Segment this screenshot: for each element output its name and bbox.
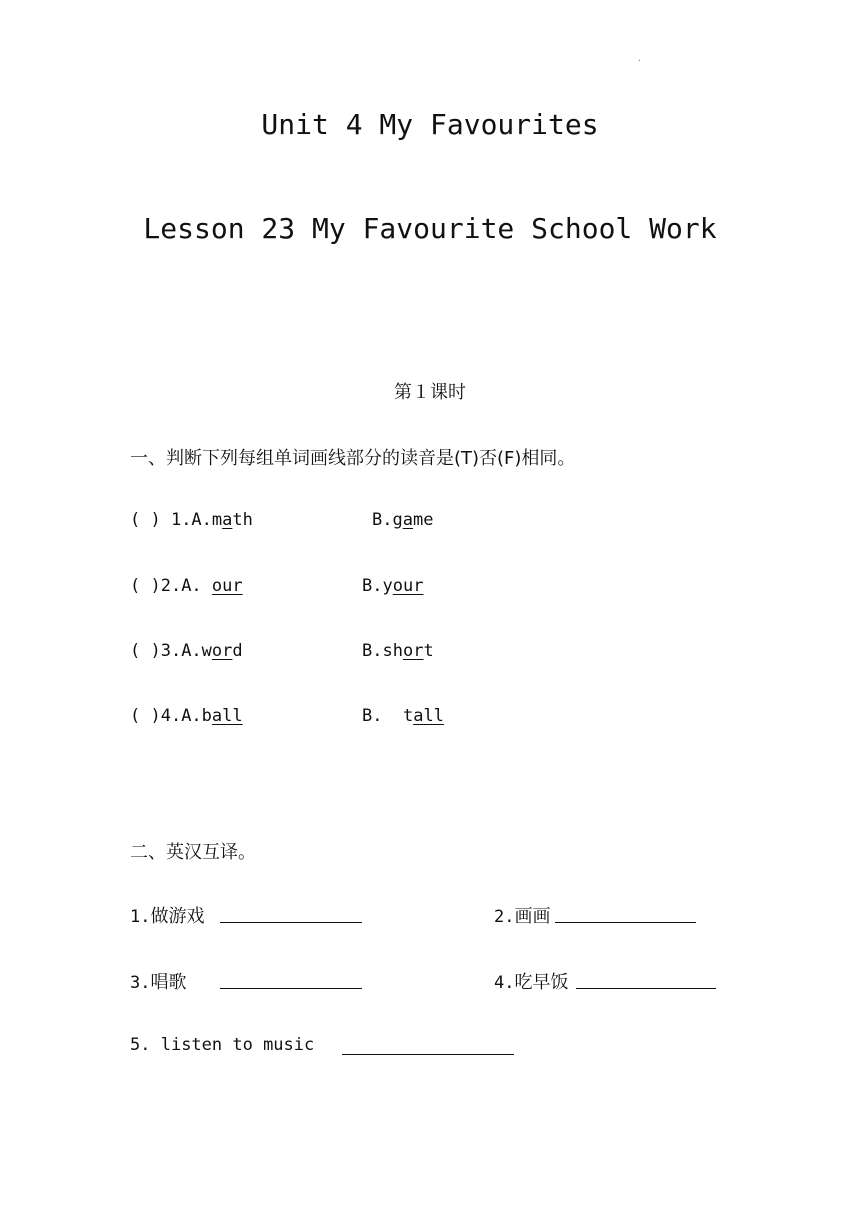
answer-blank[interactable] — [220, 970, 362, 989]
underlined-part: or — [402, 641, 424, 661]
underlined-part: all — [211, 706, 243, 726]
answer-paren[interactable]: ( ) — [130, 576, 161, 596]
option-a-label: 3.A. — [160, 641, 202, 661]
question-1-option-b — [372, 510, 433, 530]
question-2-option-b — [362, 576, 423, 596]
session-label: 第１课时 — [394, 382, 466, 403]
section2-heading: 二、英汉互译。 — [130, 842, 256, 863]
word-part: b — [201, 706, 212, 726]
option-b-label: B. — [372, 510, 393, 530]
section1-heading: 一、判断下列每组单词画线部分的读音是(T)否(F)相同。 — [130, 448, 576, 469]
item-number: 3. — [130, 973, 151, 993]
word-part: th — [232, 510, 253, 530]
item-text: 吃早饭 — [514, 972, 569, 993]
word-part: me — [412, 510, 434, 530]
translate-item-4 — [494, 968, 568, 994]
item-number: 5. — [130, 1035, 151, 1055]
underlined-part: all — [413, 706, 444, 726]
option-a-label: 1.A. — [160, 510, 212, 530]
answer-blank[interactable] — [342, 1036, 514, 1055]
underlined-part: our — [211, 576, 243, 596]
question-1 — [130, 510, 253, 530]
question-3 — [130, 641, 243, 661]
word-part: sh — [382, 641, 403, 661]
word-part: t — [402, 706, 414, 726]
item-number: 1. — [130, 907, 151, 927]
word-part: y — [382, 576, 393, 596]
lesson-title: Lesson 23 My Favourite School Work — [143, 212, 717, 245]
answer-blank[interactable] — [576, 970, 716, 989]
word-part: t — [423, 641, 434, 661]
translate-item-2 — [494, 902, 550, 928]
question-2 — [130, 576, 243, 596]
option-b-label: B. — [362, 576, 383, 596]
translate-item-1 — [130, 902, 204, 928]
answer-paren[interactable]: ( ) — [130, 641, 161, 661]
item-text: 唱歌 — [150, 972, 187, 993]
translate-item-5 — [130, 1035, 314, 1055]
word-part: g — [392, 510, 403, 530]
option-b-label: B. — [362, 641, 383, 661]
item-text: 画画 — [514, 906, 551, 927]
answer-blank[interactable] — [555, 904, 696, 923]
unit-title: Unit 4 My Favourites — [261, 108, 599, 141]
underlined-part: a — [402, 510, 413, 530]
answer-blank[interactable] — [220, 904, 362, 923]
word-part: w — [201, 641, 212, 661]
answer-paren[interactable]: ( ) — [130, 706, 161, 726]
question-4 — [130, 706, 243, 726]
option-b-label: B. — [362, 706, 403, 726]
item-text: listen to music — [150, 1035, 315, 1055]
answer-paren[interactable]: ( ) — [130, 510, 161, 530]
question-4-option-b — [362, 706, 444, 726]
underlined-part: or — [211, 641, 233, 661]
word-part: d — [232, 641, 243, 661]
underlined-part: a — [222, 510, 233, 530]
item-number: 2. — [494, 907, 515, 927]
word-part: m — [211, 510, 223, 530]
translate-item-3 — [130, 968, 186, 994]
option-a-label: 2.A. — [160, 576, 212, 596]
underlined-part: our — [392, 576, 424, 596]
corner-mark: · — [637, 56, 642, 65]
item-number: 4. — [494, 973, 515, 993]
question-3-option-b — [362, 641, 434, 661]
option-a-label: 4.A. — [160, 706, 202, 726]
item-text: 做游戏 — [150, 906, 205, 927]
